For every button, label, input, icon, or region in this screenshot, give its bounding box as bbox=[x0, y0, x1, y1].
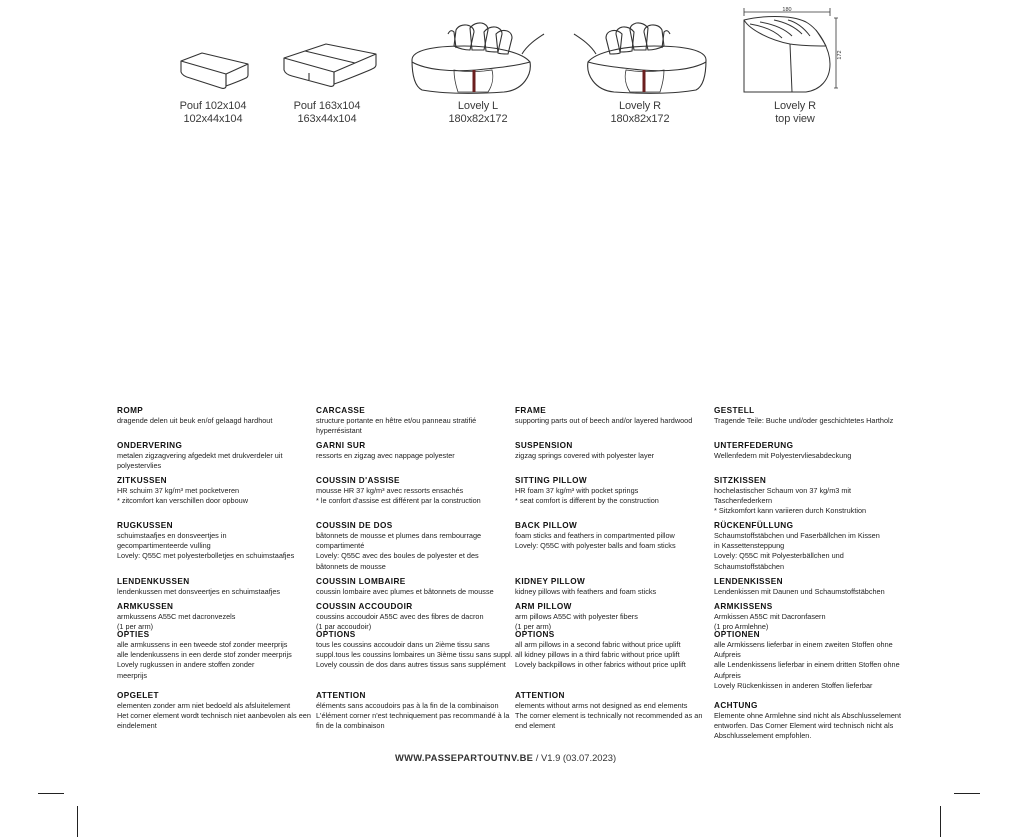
spec-section bbox=[117, 441, 307, 471]
product-lovely-r-top bbox=[730, 0, 860, 126]
spec-line: Elemente ohne Armlehne sind nicht als Abschlusselement bbox=[714, 711, 901, 720]
spec-section bbox=[714, 630, 904, 691]
spec-line: Lovely rugkussen in andere stoffen zonder bbox=[117, 660, 255, 670]
spec-section-title: UNTERFEDERUNG bbox=[714, 441, 794, 450]
spec-section bbox=[117, 577, 307, 597]
spec-section-title: OPGELET bbox=[117, 691, 159, 700]
spec-section-title: KIDNEY PILLOW bbox=[515, 577, 586, 586]
product-name: Pouf 102x104 bbox=[179, 100, 247, 112]
spec-line: elementen zonder arm niet bedoeld als afsluitelement bbox=[117, 701, 291, 710]
product-dimensions: 163x44x104 bbox=[297, 113, 357, 125]
spec-section bbox=[117, 630, 307, 681]
spec-section bbox=[714, 441, 904, 461]
spec-line: schuimstaafjes en donsveertjes in bbox=[117, 531, 227, 540]
spec-line: armkussens A55C met dacronvezels bbox=[117, 612, 236, 621]
spec-line: Abschlusselement empfohlen. bbox=[714, 731, 812, 741]
spec-line: Lovely: Q55C with polyester balls and foam sticks bbox=[515, 541, 676, 551]
product-lovely-l bbox=[404, 0, 552, 126]
spec-line: alle Armkissens lieferbar in einem zweiten Stoffen ohne bbox=[714, 640, 893, 649]
spec-line: suppl.tous les coussins lombaires un 3ième tissu sans suppl. bbox=[316, 650, 513, 660]
spec-line: elements without arms not designed as end elements bbox=[515, 701, 688, 710]
spec-line: zigzag springs covered with polyester layer bbox=[515, 451, 655, 460]
spec-section-title: ARM PILLOW bbox=[515, 602, 572, 611]
spec-line: Wellenfedern mit Polyestervliesabdeckung bbox=[714, 451, 852, 460]
spec-line: HR schuim 37 kg/m³ met pocketveren bbox=[117, 486, 240, 495]
spec-section bbox=[515, 691, 705, 732]
spec-section-title: SITZKISSEN bbox=[714, 476, 767, 485]
spec-line: polyestervlies bbox=[117, 461, 162, 471]
spec-section-title: GESTELL bbox=[714, 406, 755, 415]
product-dimensions: 102x44x104 bbox=[183, 113, 243, 125]
product-pouf-102 bbox=[168, 0, 258, 126]
pouf-large-drawing bbox=[272, 0, 382, 100]
spec-line: Tragende Teile: Buche und/oder geschichtetes Hartholz bbox=[714, 416, 894, 425]
spec-line: Aufpreis bbox=[714, 650, 741, 660]
spec-line: fin de la combinaison bbox=[316, 721, 385, 731]
spec-line: Aufpreis bbox=[714, 670, 741, 680]
spec-line: L'élément corner n'est techniquement pas recommandé à la bbox=[316, 711, 510, 721]
product-name: Pouf 163x104 bbox=[293, 100, 361, 112]
spec-section bbox=[316, 602, 506, 632]
spec-line: dragende delen uit beuk en/of gelaagd hardhout bbox=[117, 416, 273, 425]
spec-section bbox=[515, 630, 705, 671]
pouf-small-drawing bbox=[168, 0, 258, 100]
spec-line: Taschenfederkern bbox=[714, 496, 773, 506]
spec-section-title: COUSSIN ACCOUDOIR bbox=[316, 602, 413, 611]
spec-line: The corner element is technically not recommended as an bbox=[515, 711, 703, 721]
spec-line: Lovely Rückenkissen in anderen Stoffen lieferbar bbox=[714, 680, 873, 690]
spec-line: alle lendenkussens in een derde stof zonder meerprijs bbox=[117, 650, 292, 660]
spec-line: * Sitzkomfort kann variieren durch Konstruktion bbox=[714, 506, 867, 516]
spec-line: supporting parts out of beech and/or layered hardwood bbox=[515, 416, 693, 425]
product-dimensions: 180x82x172 bbox=[610, 113, 670, 125]
version-label: / V1.9 (03.07.2023) bbox=[535, 752, 617, 763]
spec-section-title: COUSSIN DE DOS bbox=[316, 521, 393, 530]
spec-section-title: OPTIES bbox=[117, 630, 150, 639]
spec-section bbox=[316, 630, 513, 671]
spec-section bbox=[117, 476, 307, 506]
spec-section-title: OPTIONS bbox=[316, 630, 356, 639]
spec-line: gecompartimenteerde vulling bbox=[117, 541, 211, 551]
spec-section-title: ZITKUSSEN bbox=[117, 476, 167, 485]
spec-section-title: SITTING PILLOW bbox=[515, 476, 588, 485]
website-link[interactable]: WWW.PASSEPARTOUTNV.BE bbox=[394, 752, 534, 763]
spec-line: coussins accoudoir A55C avec des fibres de dacron bbox=[316, 612, 484, 621]
sofa-left-drawing bbox=[404, 0, 552, 100]
spec-section bbox=[316, 441, 506, 461]
spec-line: eindelement bbox=[117, 721, 157, 731]
spec-line: alle armkussens in een tweede stof zonder meerprijs bbox=[117, 640, 288, 649]
spec-line: structure portante en hêtre et/ou panneau stratifié bbox=[316, 416, 477, 425]
spec-line: HR foam 37 kg/m³ with pocket springs bbox=[515, 486, 639, 495]
spec-section bbox=[515, 476, 705, 506]
width-label: 180 bbox=[782, 7, 792, 13]
spec-line: foam sticks and feathers in compartmented pillow bbox=[515, 531, 675, 540]
spec-section-title: ATTENTION bbox=[316, 691, 366, 700]
crop-mark bbox=[940, 806, 941, 837]
spec-line: Het corner element wordt technisch niet aanbevolen als een bbox=[117, 711, 311, 721]
spec-section bbox=[714, 406, 904, 426]
spec-line: Schaumstoffstäbchen und Faserbällchen im Kissen bbox=[714, 531, 880, 540]
spec-line: (1 par accoudoir) bbox=[316, 622, 372, 632]
spec-section bbox=[714, 476, 904, 517]
spec-section-title: BACK PILLOW bbox=[515, 521, 578, 530]
spec-section-title: ATTENTION bbox=[515, 691, 565, 700]
depth-label: 172 bbox=[837, 50, 843, 60]
spec-line: tous les coussins accoudoir dans un 2ième tissu sans bbox=[316, 640, 490, 649]
spec-section-title: CARCASSE bbox=[316, 406, 366, 415]
spec-section bbox=[117, 406, 307, 426]
spec-section-title: SUSPENSION bbox=[515, 441, 573, 450]
spec-line: end element bbox=[515, 721, 556, 731]
spec-line: * le confort d'assise est différent par la construction bbox=[316, 496, 481, 506]
spec-line: * zitcomfort kan verschillen door opbouw bbox=[117, 496, 249, 506]
spec-line: in Kassettensteppung bbox=[714, 541, 785, 551]
spec-section bbox=[714, 521, 904, 572]
spec-line: Lendenkissen mit Daunen und Schaumstoffstäbchen bbox=[714, 587, 885, 596]
spec-section bbox=[316, 521, 506, 572]
spec-section bbox=[316, 691, 510, 732]
spec-line: metalen zigzagvering afgedekt met drukverdeler uit bbox=[117, 451, 283, 460]
product-name: Lovely R bbox=[774, 100, 816, 112]
spec-line: all arm pillows in a second fabric without price uplift bbox=[515, 640, 681, 649]
spec-section bbox=[316, 406, 506, 436]
product-name: Lovely R bbox=[619, 100, 661, 112]
spec-line: Armkissen A55C mit Dacronfasern bbox=[714, 612, 826, 621]
spec-line: kidney pillows with feathers and foam sticks bbox=[515, 587, 657, 596]
sofa-right-drawing bbox=[566, 0, 714, 100]
spec-section bbox=[714, 577, 904, 597]
spec-section-title: GARNI SUR bbox=[316, 441, 366, 450]
spec-line: compartimenté bbox=[316, 541, 365, 551]
spec-section bbox=[316, 476, 506, 506]
spec-section bbox=[515, 602, 705, 632]
spec-line: bâtonnets de mousse bbox=[316, 561, 386, 571]
spec-section-title: COUSSIN LOMBAIRE bbox=[316, 577, 406, 586]
spec-section-title: LENDENKUSSEN bbox=[117, 577, 190, 586]
spec-section bbox=[117, 521, 307, 562]
spec-line: hochelastischer Schaum von 37 kg/m3 mit bbox=[714, 486, 852, 495]
spec-section bbox=[117, 691, 311, 732]
spec-line: lendenkussen met donsveertjes en schuimstaafjes bbox=[117, 587, 281, 596]
spec-section-title: COUSSIN D'ASSISE bbox=[316, 476, 400, 485]
footer bbox=[0, 752, 1011, 763]
spec-section-title: RUGKUSSEN bbox=[117, 521, 173, 530]
spec-line: (1 per arm) bbox=[515, 622, 552, 632]
spec-line: Lovely: Q55C met polyesterbolletjes en schuimstaafjes bbox=[117, 551, 295, 561]
spec-line: bâtonnets de mousse et plumes dans rembourrage bbox=[316, 531, 482, 540]
spec-line: Lovely coussin de dos dans autres tissus sans supplément bbox=[316, 660, 506, 670]
product-dimensions: top view bbox=[775, 113, 815, 125]
spec-line: (1 per arm) bbox=[117, 622, 154, 632]
spec-section bbox=[515, 441, 705, 461]
spec-line: hyperrésistant bbox=[316, 426, 362, 436]
spec-section-title: FRAME bbox=[515, 406, 547, 415]
spec-line: (1 pro Armlehne) bbox=[714, 622, 769, 632]
spec-line: arm pillows A55C with polyester fibers bbox=[515, 612, 638, 621]
spec-line: * seat comfort is different by the construction bbox=[515, 496, 659, 506]
spec-line: all kidney pillows in a third fabric without price uplift bbox=[515, 650, 680, 660]
spec-section-title: ONDERVERING bbox=[117, 441, 183, 450]
spec-line: éléments sans accoudoirs pas à la fin de la combinaison bbox=[316, 701, 499, 710]
product-lovely-r bbox=[566, 0, 714, 126]
spec-section-title: ACHTUNG bbox=[714, 701, 758, 710]
spec-line: Lovely backpillows in other fabrics without price uplift bbox=[515, 660, 686, 670]
spec-section bbox=[515, 406, 705, 426]
spec-line: mousse HR 37 kg/m³ avec ressorts ensachés bbox=[316, 486, 464, 495]
spec-line: entworfen. Das Corner Element wird technisch nicht als bbox=[714, 721, 894, 731]
spec-section bbox=[316, 577, 506, 597]
product-dimensions: 180x82x172 bbox=[448, 113, 508, 125]
spec-section-title: LENDENKISSEN bbox=[714, 577, 783, 586]
spec-section bbox=[117, 602, 307, 632]
spec-section-title: ROMP bbox=[117, 406, 144, 415]
spec-line: Schaumstoffstäbchen bbox=[714, 561, 785, 571]
crop-mark bbox=[77, 806, 78, 837]
spec-section bbox=[515, 521, 705, 551]
spec-line: meerprijs bbox=[117, 670, 148, 680]
spec-section bbox=[714, 701, 904, 742]
spec-section-title: ARMKISSENS bbox=[714, 602, 773, 611]
spec-section-title: RÜCKENFÜLLUNG bbox=[714, 521, 794, 530]
spec-line: coussin lombaire avec plumes et bâtonnets de mousse bbox=[316, 587, 494, 596]
sofa-top-view-drawing bbox=[730, 0, 860, 100]
spec-section-title: OPTIONEN bbox=[714, 630, 760, 639]
spec-section bbox=[515, 577, 705, 597]
crop-mark bbox=[954, 793, 980, 794]
spec-section bbox=[714, 602, 904, 632]
spec-section-title: OPTIONS bbox=[515, 630, 555, 639]
spec-section-title: ARMKUSSEN bbox=[117, 602, 174, 611]
spec-line: alle Lendenkissens lieferbar in einem dritten Stoffen ohne bbox=[714, 660, 900, 670]
spec-line: Lovely: Q55C avec des boules de polyester et des bbox=[316, 551, 479, 561]
spec-line: ressorts en zigzag avec nappage polyester bbox=[316, 451, 455, 460]
product-pouf-163 bbox=[272, 0, 382, 126]
product-name: Lovely L bbox=[457, 100, 499, 112]
crop-mark bbox=[38, 793, 64, 794]
spec-line: Lovely: Q55C mit Polyesterbällchen und bbox=[714, 551, 844, 561]
